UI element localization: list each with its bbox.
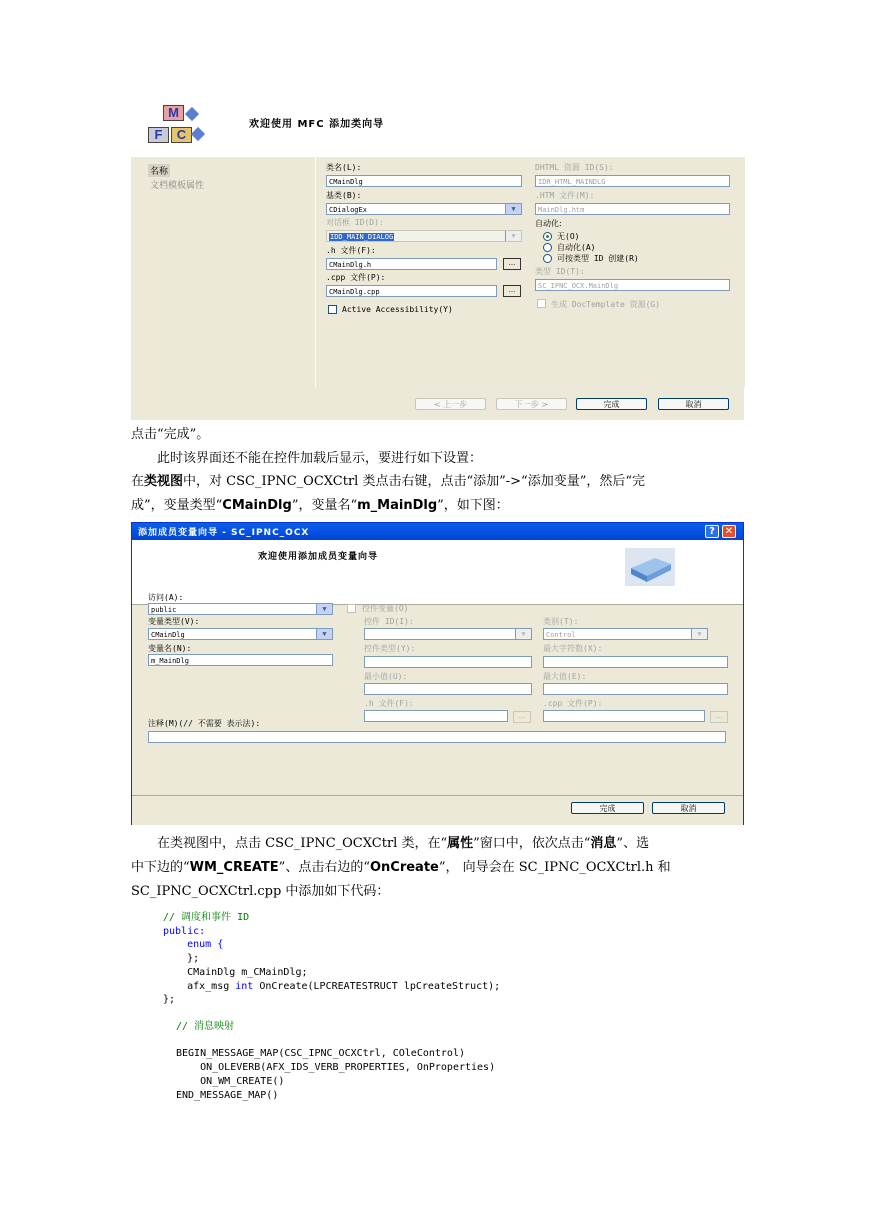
category-label: 类别(T): (543, 617, 579, 626)
control-variable-label: 控件变量(O) (362, 604, 409, 613)
base-class-label: 基类(B): (326, 191, 362, 200)
add-member-variable-wizard (131, 522, 744, 825)
chevron-down-icon: ▼ (505, 231, 521, 241)
wizard-header (131, 97, 744, 157)
code-line: }; (163, 994, 176, 1006)
htm-file-label: .HTM 文件(M): (535, 191, 595, 200)
code-line: ON_OLEVERB(AFX_IDS_VERB_PROPERTIES, OnProperties) (200, 1062, 496, 1074)
logo-letter: M (163, 105, 184, 121)
h-file-label: .h 文件(F): (326, 246, 376, 255)
category-select[interactable] (543, 628, 708, 640)
logo-letter: C (171, 127, 192, 143)
chevron-down-icon: ▼ (316, 629, 332, 639)
max-chars-label: 最大字符数(X): (543, 644, 603, 653)
control-type-label: 控件类型(Y): (364, 644, 416, 653)
h-file-input[interactable] (364, 710, 508, 722)
finish-button[interactable]: 完成 (576, 398, 647, 410)
dhtml-id-input[interactable]: IDR_HTML_MAINDLG (535, 175, 730, 187)
paragraph-setting-intro: 此时该界面还不能在控件加载后显示，要进行如下设置： (157, 451, 483, 466)
chevron-down-icon: ▼ (316, 604, 332, 614)
automation-none-radio[interactable] (543, 232, 552, 241)
code-line: BEGIN_MESSAGE_MAP(CSC_IPNC_OCXCtrl, COleControl) (176, 1048, 465, 1060)
code-keyword: int (235, 980, 254, 992)
code-line: ON_WM_CREATE() (200, 1075, 285, 1087)
wizard-body (131, 157, 744, 420)
comment-label: 注释(M)(// 不需要 表示法): (148, 719, 261, 728)
code-comment: // 调度和事件 ID (163, 912, 250, 923)
dialog-id-label: 对话框 ID(D): (326, 218, 384, 227)
automation-auto-radio[interactable] (543, 243, 552, 252)
code-line: enum { (187, 939, 224, 951)
code-line: OnCreate(LPCREATESTRUCT lpCreateStruct); (253, 980, 501, 992)
cpp-file-browse-button[interactable]: ... (503, 285, 521, 297)
access-value: public (151, 606, 177, 614)
cancel-button[interactable]: 取消 (652, 802, 725, 814)
control-variable-checkbox[interactable] (347, 604, 356, 613)
nav-item-doc-template[interactable]: 文档模板属性 (150, 181, 205, 191)
wizard-button-bar (132, 795, 743, 825)
cancel-button[interactable]: 取消 (658, 398, 729, 410)
class-name-input[interactable]: CMainDlg (326, 175, 522, 187)
code-keyword: public: (163, 925, 206, 937)
min-value-label: 最小值(U): (364, 672, 408, 681)
automation-typeid-label: 可按类型 ID 创建(R) (557, 254, 639, 263)
chevron-down-icon: ▼ (515, 629, 531, 639)
code-comment: // 消息映射 (176, 1021, 235, 1032)
active-accessibility-label: Active Accessibility(Y) (342, 305, 453, 314)
window-title: 添加成员变量向导 - SC_IPNC_OCX (138, 528, 310, 538)
paragraph-properties: 在类视图中，点击 CSC_IPNC_OCXCtrl 类，在“属性”窗口中，依次点击“消息”、选 (157, 836, 650, 851)
max-chars-input[interactable] (543, 656, 728, 668)
paragraph-code-intro: SC_IPNC_OCXCtrl.cpp 中添加如下代码： (131, 884, 390, 899)
code-line: afx_msg (187, 980, 236, 992)
wizard-header (132, 540, 743, 605)
wizard-main-panel (315, 157, 745, 387)
paragraph-class-view: 在类视图中，对 CSC_IPNC_OCXCtrl 类点击右键，点击“添加”->“添加变量”，然后“完 (131, 474, 645, 489)
code-line: }; (187, 953, 200, 965)
code-line: CMainDlg m_CMainDlg; (187, 966, 308, 978)
wizard-nav (131, 157, 314, 387)
access-label: 访问(A): (148, 593, 184, 602)
next-button[interactable]: 下一步 > (496, 398, 567, 410)
var-type-value: CMainDlg (151, 631, 185, 639)
htm-file-input[interactable]: MainDlg.htm (535, 203, 730, 215)
close-button[interactable]: ✕ (722, 525, 736, 538)
var-type-label: 变量类型(V): (148, 617, 200, 626)
type-id-input[interactable]: SC_IPNC_OCX.MainDlg (535, 279, 730, 291)
h-file-label: .h 文件(F): (364, 699, 414, 708)
wizard-header-title: 欢迎使用添加成员变量向导 (258, 552, 379, 562)
h-file-browse-button[interactable]: ... (513, 711, 531, 723)
access-select[interactable] (148, 603, 333, 615)
mfc-logo-icon (145, 103, 205, 149)
control-type-input[interactable] (364, 656, 532, 668)
min-value-input[interactable] (364, 683, 532, 695)
paragraph-var-type: 成”，变量类型“CMainDlg”，变量名“m_MainDlg”，如下图： (131, 498, 509, 513)
dialog-id-value: IDD_MAIN_DIALOG (330, 233, 394, 241)
var-name-input[interactable]: m_MainDlg (148, 654, 333, 666)
finish-button[interactable]: 完成 (571, 802, 644, 814)
var-name-label: 变量名(N): (148, 644, 192, 653)
cpp-file-browse-button[interactable]: ... (710, 711, 728, 723)
chevron-down-icon: ▼ (691, 629, 707, 639)
gen-doc-template-checkbox[interactable] (537, 299, 546, 308)
automation-auto-label: 自动化(A) (557, 243, 596, 252)
cpp-file-label: .cpp 文件(P): (543, 699, 603, 708)
control-id-select[interactable] (364, 628, 532, 640)
paragraph-wm-create: 中下边的“WM_CREATE”、点击右边的“OnCreate”， 向导会在 SC_IPNC_OCXCtrl.h 和 (131, 860, 671, 875)
h-file-input[interactable]: CMainDlg.h (326, 258, 497, 270)
help-button[interactable]: ? (705, 525, 719, 538)
active-accessibility-checkbox[interactable] (328, 305, 337, 314)
paragraph-click-finish: 点击“完成”。 (131, 427, 210, 442)
wizard-box-icon (625, 548, 675, 586)
comment-input[interactable] (148, 731, 726, 743)
prev-button[interactable]: < 上一步 (415, 398, 486, 410)
class-name-label: 类名(L): (326, 163, 362, 172)
cpp-file-input[interactable]: CMainDlg.cpp (326, 285, 497, 297)
cpp-file-input[interactable] (543, 710, 705, 722)
category-value: Control (546, 631, 576, 639)
automation-none-label: 无(O) (557, 232, 580, 241)
nav-item-name[interactable]: 名称 (148, 164, 170, 177)
title-bar (132, 523, 743, 540)
dialog-id-select[interactable] (326, 230, 522, 242)
base-class-value: CDialogEx (329, 206, 367, 214)
base-class-select[interactable] (326, 203, 522, 215)
chevron-down-icon: ▼ (505, 204, 521, 214)
code-line: END_MESSAGE_MAP() (176, 1089, 279, 1101)
logo-letter: F (148, 127, 169, 143)
automation-typeid-radio[interactable] (543, 254, 552, 263)
gen-doc-template-label: 生成 DocTemplate 资源(G) (551, 300, 661, 309)
code-block-header (163, 911, 500, 1007)
max-value-label: 最大值(E): (543, 672, 587, 681)
var-type-select[interactable] (148, 628, 333, 640)
code-block-message-map (176, 1020, 495, 1102)
mfc-add-class-wizard (131, 97, 744, 420)
type-id-label: 类型 ID(T): (535, 267, 585, 276)
max-value-input[interactable] (543, 683, 728, 695)
dhtml-id-label: DHTML 资源 ID(S): (535, 163, 614, 172)
h-file-browse-button[interactable]: ... (503, 258, 521, 270)
control-id-label: 控件 ID(I): (364, 617, 414, 626)
wizard-title: 欢迎使用 MFC 添加类向导 (249, 119, 385, 130)
cpp-file-label: .cpp 文件(P): (326, 273, 386, 282)
automation-label: 自动化: (535, 219, 562, 228)
